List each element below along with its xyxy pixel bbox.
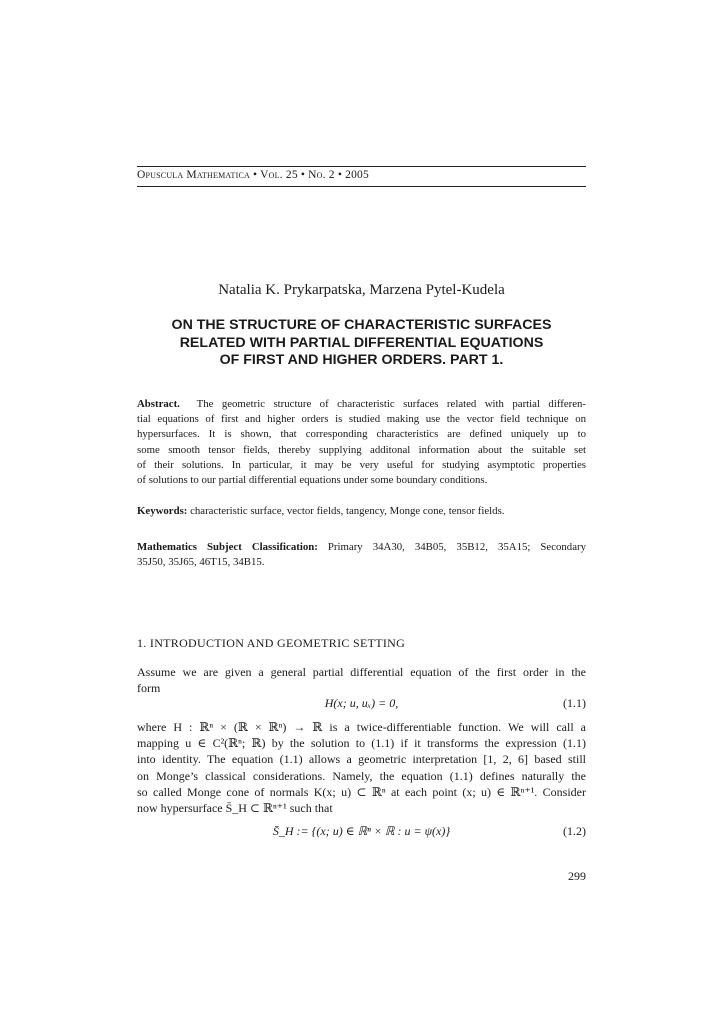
header-bullet: •	[337, 169, 343, 181]
subject-classification	[137, 540, 586, 570]
text-line: mapping u ∈ C²(ℝⁿ; ℝ) by the solution to (1.1) if it transforms the expression (1.1)	[137, 736, 586, 751]
equation-1-1	[137, 696, 586, 712]
paper-title	[137, 317, 586, 370]
intro-paragraph	[137, 664, 586, 696]
running-head	[137, 169, 586, 181]
authors: Natalia K. Prykarpatska, Marzena Pytel-Kudela	[218, 282, 505, 298]
abstract-line: of solutions to our partial differential equations under some boundary conditions.	[137, 474, 488, 487]
equation-number: (1.1)	[563, 696, 586, 710]
abstract-line: tial equations of first and higher orders is studied making use the vector field technique on	[137, 413, 586, 426]
abstract-line: of their solutions. In particular, it may be very useful for studying asymptotic properties	[137, 458, 586, 471]
volume: Vol. 25	[260, 169, 298, 181]
equation-number: (1.2)	[563, 824, 586, 838]
equation-expression: S̄_H := {(x; u) ∈ ℝⁿ × ℝ : u = ψ(x)}	[272, 824, 451, 838]
text-line: where H : ℝⁿ × (ℝ × ℝⁿ) → ℝ is a twice-differentiable function. We will call a	[137, 720, 586, 734]
text-line: form	[137, 681, 161, 696]
abstract	[137, 397, 586, 488]
keywords-text: characteristic surface, vector fields, tangency, Monge cone, tensor fields.	[190, 505, 505, 517]
abstract-line: hypersurfaces. It is shown, that corresponding characteristics are defined uniquely up to	[137, 428, 586, 441]
keywords	[137, 504, 586, 519]
abstract-label: Abstract.	[137, 398, 180, 410]
header-top-rule	[137, 166, 586, 167]
body-paragraph	[137, 719, 586, 816]
keywords-label: Keywords:	[137, 505, 188, 517]
section-heading: 1. INTRODUCTION AND GEOMETRIC SETTING	[137, 636, 406, 650]
page-number: 299	[568, 869, 586, 883]
msc-label: Mathematics Subject Classification:	[137, 541, 318, 553]
header-bullet: •	[300, 169, 306, 181]
equation-expression: H(x; u, uₓ) = 0,	[324, 696, 399, 710]
header-bottom-rule	[137, 186, 586, 187]
abstract-line	[137, 397, 586, 412]
abstract-text: The geometric structure of characteristic surfaces related with partial differen-	[196, 398, 586, 410]
msc-codes: Primary 34A30, 34B05, 35B12, 35A15; Secondary	[327, 541, 586, 553]
paper-page	[137, 0, 586, 1024]
text-line: into identity. The equation (1.1) allows a geometric interpretation [1, 2, 6] based still	[137, 752, 586, 767]
title-line: OF FIRST AND HIGHER ORDERS. PART 1.	[219, 352, 504, 368]
msc-line	[137, 540, 586, 555]
title-line: ON THE STRUCTURE OF CHARACTERISTIC SURFACES	[171, 317, 552, 333]
text-line: now hypersurface S̄_H ⊂ ℝⁿ⁺¹ such that	[137, 801, 333, 816]
issue-number: No. 2	[308, 169, 335, 181]
header-bullet: •	[253, 169, 258, 181]
abstract-line: some smooth tensor fields, thereby supplying additonal information about the suitable set	[137, 443, 586, 456]
year: 2005	[345, 169, 369, 181]
title-line: RELATED WITH PARTIAL DIFFERENTIAL EQUATIONS	[179, 334, 544, 351]
text-line: so called Monge cone of normals K(x; u) ⊂ ℝⁿ at each point (x; u) ∈ ℝⁿ⁺¹. Consider	[137, 784, 586, 799]
text-line: Assume we are given a general partial differential equation of the first order in the	[137, 665, 586, 679]
equation-1-2	[137, 824, 586, 840]
text-line: on Monge’s classical considerations. Namely, the equation (1.1) defines naturally the	[137, 768, 586, 783]
msc-line: 35J50, 35J65, 46T15, 34B15.	[137, 556, 265, 569]
journal-name: Opuscula Mathematica	[137, 169, 250, 181]
